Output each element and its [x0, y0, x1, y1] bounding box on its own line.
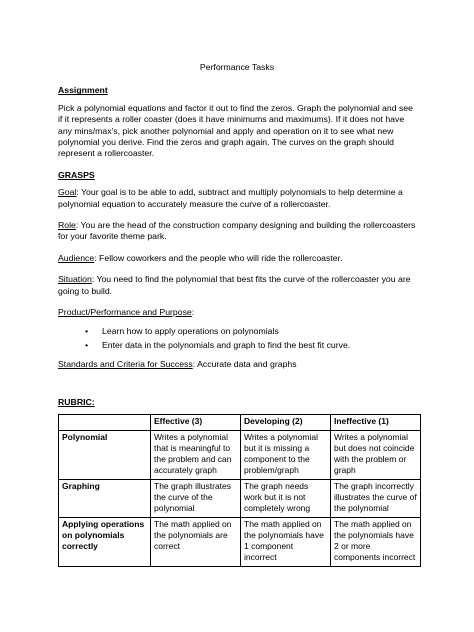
situation-label: Situation: [58, 274, 92, 285]
page-title: Performance Tasks: [199, 62, 275, 72]
grasps-heading: GRASPS: [58, 169, 95, 180]
role-label: Role: [58, 220, 76, 231]
rubric-col-developing: Developing (2): [241, 415, 331, 431]
rubric-heading: RUBRIC:: [58, 396, 95, 407]
bullet-text: Learn how to apply operations on polynomials: [102, 325, 279, 336]
rubric-cell: The math applied on the polynomials are correct: [151, 518, 241, 567]
bullet-item: [85, 325, 416, 337]
product-label: Product/Performance and Purpose: [58, 307, 192, 318]
audience-text: : Fellow coworkers and the people who will ride the rollercoaster.: [94, 252, 343, 263]
role-text: : You are the head of the construction company designing and building the rollercoasters for your favorite theme park.: [58, 220, 416, 242]
spacer: [58, 381, 416, 397]
situation-paragraph: [58, 274, 416, 297]
product-bullet-list: [58, 326, 416, 352]
audience-label: Audience: [58, 252, 95, 263]
table-row: [59, 431, 421, 480]
bullet-icon: •: [85, 325, 89, 336]
rubric-cell: The graph incorrectly illustrates the curve of the polynomial: [331, 480, 421, 518]
standards-paragraph: [58, 359, 416, 370]
table-row: [59, 480, 421, 518]
bullet-icon: •: [85, 339, 89, 350]
rubric-col-effective: Effective (3): [151, 415, 241, 431]
rubric-table: [58, 414, 421, 567]
assignment-text: Pick a polynomial equations and factor it out to find the zeros. Graph the polynomial and see if it represents a roller coaster (does it have minimums and maximums). If it does not have any mins/max's, pick another polynomial and apply and operation on it to see what new polynomial you derive. Find the zeros and graph again. The curves on the graph should represent a rollercoaster.: [58, 102, 413, 159]
rubric-header-row: [59, 415, 421, 431]
rubric-cell: The graph illustrates the curve of the polynomial: [151, 480, 241, 518]
rubric-cell: The math applied on the polynomials have 1 component incorrect: [241, 518, 331, 567]
standards-text: : Accurate data and graphs: [192, 359, 297, 370]
rubric-cell: Writes a polynomial but does not coincide with the problem or graph: [331, 431, 421, 480]
rubric-col-ineffective: Ineffective (1): [331, 415, 421, 431]
rubric-cell: Writes a polynomial but it is missing a component to the problem/graph: [241, 431, 331, 480]
goal-text: : Your goal is to be able to add, subtract and multiply polynomials to help determine a polynomial equation to accurately measure the curve of a rollercoaster.: [58, 187, 403, 209]
product-paragraph: [58, 307, 416, 318]
rubric-cell: The graph needs work but it is not completely wrong: [241, 480, 331, 518]
rubric-row-label: Graphing: [59, 480, 151, 518]
product-colon: :: [191, 307, 195, 318]
situation-text: : You need to find the polynomial that best fits the curve of the rollercoaster you are going to build.: [58, 274, 411, 296]
bullet-item: [85, 339, 416, 351]
rubric-row-label: Applying operations on polynomials correctly: [59, 518, 151, 567]
rubric-cell: The math applied on the polynomials have 2 or more components incorrect: [331, 518, 421, 567]
audience-paragraph: [58, 253, 416, 264]
rubric-corner-cell: [59, 415, 151, 431]
bullet-text: Enter data in the polynomials and graph to find the best fit curve.: [102, 339, 351, 350]
rubric-row-label: Polynomial: [59, 431, 151, 480]
standards-label: Standards and Criteria for Success: [58, 359, 193, 370]
assignment-heading: Assignment: [58, 85, 108, 96]
goal-label: Goal: [58, 187, 77, 198]
table-row: [59, 518, 421, 567]
role-paragraph: [58, 220, 416, 243]
rubric-cell: Writes a polynomial that is meaningful to the problem and can accurately graph: [151, 431, 241, 480]
goal-paragraph: [58, 187, 416, 210]
